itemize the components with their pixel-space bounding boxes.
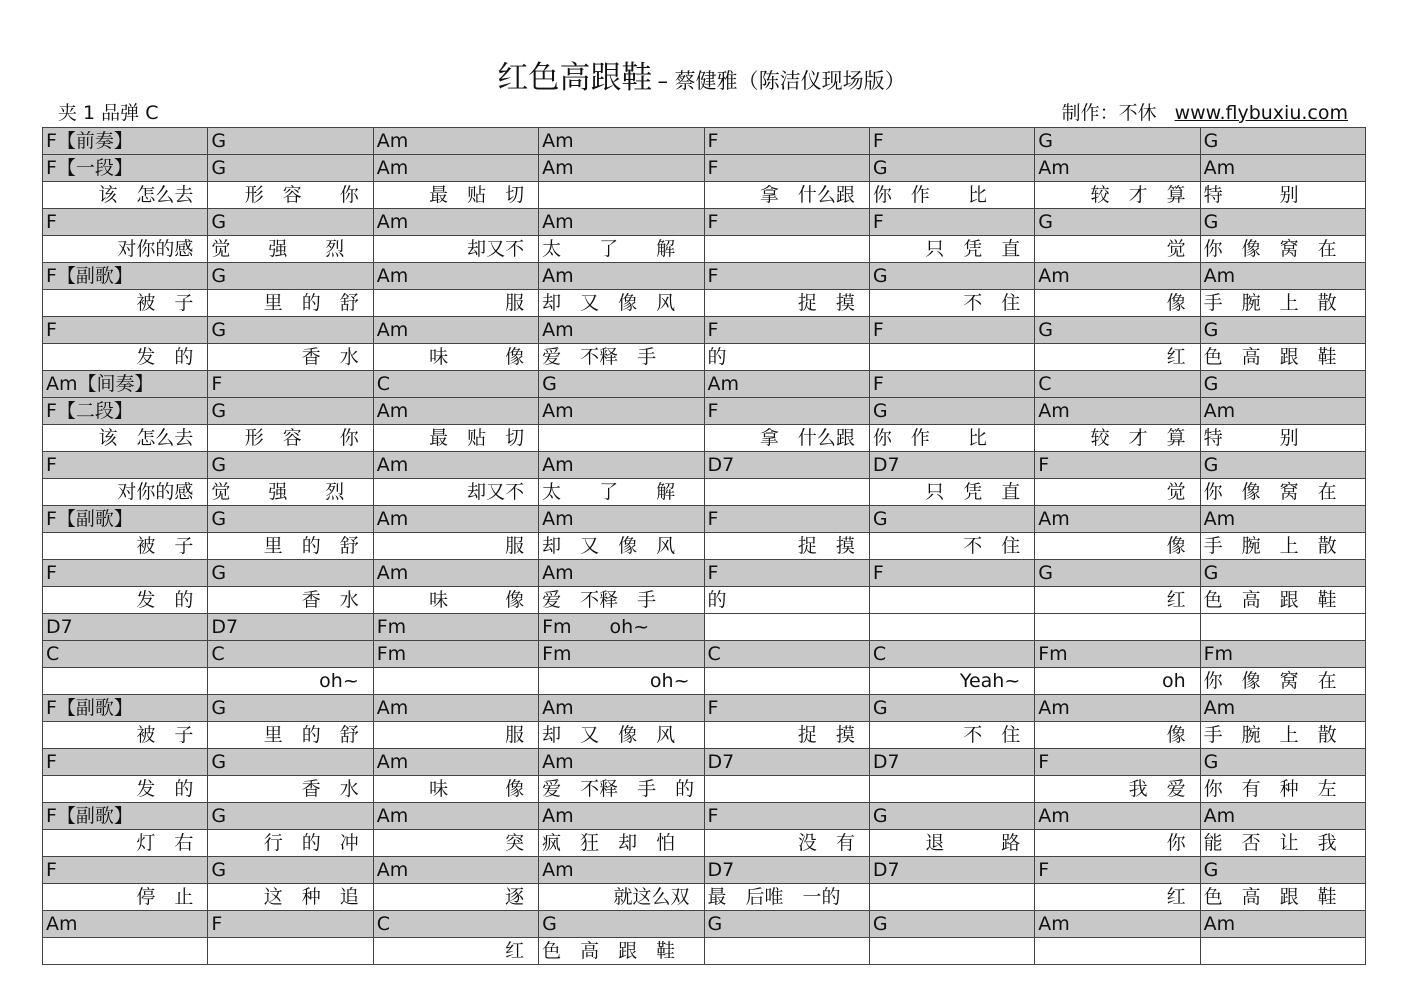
lyric-cell xyxy=(1200,938,1365,965)
lyric-cell: 太 了 解 xyxy=(539,479,704,506)
lyric-cell: 红 xyxy=(1035,344,1200,371)
chord-cell: G xyxy=(208,263,373,290)
chord-cell: G xyxy=(208,128,373,155)
chord-cell: F xyxy=(869,209,1034,236)
chord-cell: Am xyxy=(1035,263,1200,290)
chord-cell: C xyxy=(373,911,538,938)
song-name: 红色高跟鞋 xyxy=(497,60,653,96)
chord-cell: F xyxy=(43,857,208,884)
chord-cell: F xyxy=(704,155,869,182)
chord-cell: F【副歌】 xyxy=(43,695,208,722)
chord-cell: G xyxy=(869,398,1034,425)
chord-row xyxy=(43,506,1366,533)
chord-cell: F【副歌】 xyxy=(43,803,208,830)
lyric-cell: 形 容 你 xyxy=(208,425,373,452)
lyric-cell: oh~ xyxy=(208,668,373,695)
lyric-cell: 却 又 像 风 xyxy=(539,533,704,560)
lyric-cell: 爱 不释 手 xyxy=(539,344,704,371)
chord-cell: F【前奏】 xyxy=(43,128,208,155)
chord-row xyxy=(43,398,1366,425)
lyric-cell: 发 的 xyxy=(43,776,208,803)
lyric-row xyxy=(43,479,1366,506)
chord-cell: F xyxy=(1035,749,1200,776)
lyric-cell: 觉 xyxy=(1035,479,1200,506)
lyric-cell: 你 像 窝 在 xyxy=(1200,479,1365,506)
chord-cell: F xyxy=(704,803,869,830)
lyric-cell: 觉 强 烈 xyxy=(208,236,373,263)
lyric-cell: 最 后唯 一的 xyxy=(704,884,869,911)
chord-cell xyxy=(1035,614,1200,641)
chord-cell: D7 xyxy=(869,452,1034,479)
chord-cell: C xyxy=(208,641,373,668)
lyric-cell: 红 xyxy=(1035,884,1200,911)
chord-row xyxy=(43,128,1366,155)
chord-cell: G xyxy=(1035,560,1200,587)
chord-cell: G xyxy=(1035,317,1200,344)
chord-cell: Am xyxy=(704,371,869,398)
lyric-cell: 却 又 像 风 xyxy=(539,722,704,749)
chord-cell: Am xyxy=(1200,803,1365,830)
lyric-cell: 觉 xyxy=(1035,236,1200,263)
lyric-cell xyxy=(704,479,869,506)
lyric-cell: 你 像 窝 在 xyxy=(1200,236,1365,263)
lyric-cell: 较 才 算 xyxy=(1035,182,1200,209)
chord-cell: F xyxy=(704,506,869,533)
chord-cell: Am xyxy=(539,155,704,182)
lyric-row xyxy=(43,722,1366,749)
chord-row xyxy=(43,452,1366,479)
chord-cell: G xyxy=(1035,128,1200,155)
lyric-cell: 较 才 算 xyxy=(1035,425,1200,452)
chord-cell: G xyxy=(869,263,1034,290)
lyric-cell: 该 怎么去 xyxy=(43,425,208,452)
chord-cell: G xyxy=(1200,317,1365,344)
lyric-cell xyxy=(43,668,208,695)
chord-cell: G xyxy=(208,560,373,587)
chord-cell: Am xyxy=(1200,155,1365,182)
chord-cell: D7 xyxy=(43,614,208,641)
lyric-row xyxy=(43,587,1366,614)
credit xyxy=(1062,98,1348,125)
chord-row xyxy=(43,155,1366,182)
chord-cell: Am xyxy=(539,209,704,236)
lyric-row xyxy=(43,668,1366,695)
lyric-cell: 的 xyxy=(704,344,869,371)
lyric-cell: 逐 xyxy=(373,884,538,911)
lyric-cell: 捉 摸 xyxy=(704,722,869,749)
chord-cell: Am xyxy=(1035,911,1200,938)
chord-cell: F xyxy=(869,560,1034,587)
chord-cell: F xyxy=(43,749,208,776)
chord-cell: F xyxy=(208,371,373,398)
chord-cell: Am xyxy=(373,155,538,182)
chord-cell: Fm xyxy=(373,641,538,668)
chord-cell: F xyxy=(1035,452,1200,479)
chord-cell: D7 xyxy=(704,749,869,776)
lyric-cell: 觉 强 烈 xyxy=(208,479,373,506)
lyric-cell xyxy=(539,182,704,209)
chord-cell: Am xyxy=(1035,803,1200,830)
chord-row xyxy=(43,803,1366,830)
chord-cell: Am xyxy=(1200,911,1365,938)
chord-cell: G xyxy=(208,209,373,236)
chord-cell: F【副歌】 xyxy=(43,263,208,290)
chord-cell: F xyxy=(43,317,208,344)
lyric-cell: Yeah~ xyxy=(869,668,1034,695)
chord-cell: G xyxy=(539,911,704,938)
chord-cell: Am xyxy=(1200,695,1365,722)
chord-cell: Am xyxy=(373,749,538,776)
lyric-cell xyxy=(869,776,1034,803)
lyric-cell: 味 像 xyxy=(373,344,538,371)
lyric-row xyxy=(43,236,1366,263)
lyric-cell xyxy=(869,344,1034,371)
chord-cell: G xyxy=(1200,128,1365,155)
capo-note: 夹 1 品弹 C xyxy=(58,102,159,124)
chord-cell: G xyxy=(869,803,1034,830)
lyric-cell: 红 xyxy=(373,938,538,965)
artist-version: – 蔡健雅（陈洁仪现场版） xyxy=(657,69,906,93)
chord-cell: F xyxy=(43,560,208,587)
lyric-cell: oh xyxy=(1035,668,1200,695)
chord-cell xyxy=(869,614,1034,641)
lyric-cell: 里 的 舒 xyxy=(208,290,373,317)
lyric-cell: oh~ xyxy=(539,668,704,695)
lyric-cell: 却 又 像 风 xyxy=(539,290,704,317)
chord-cell: G xyxy=(208,317,373,344)
chord-cell: F xyxy=(704,263,869,290)
chord-cell: Am xyxy=(373,803,538,830)
chord-cell: G xyxy=(1200,749,1365,776)
lyric-cell: 香 水 xyxy=(208,587,373,614)
lyric-cell: 色 高 跟 鞋 xyxy=(539,938,704,965)
chord-row xyxy=(43,695,1366,722)
chord-cell: G xyxy=(869,695,1034,722)
lyric-cell: 最 贴 切 xyxy=(373,425,538,452)
chord-cell: G xyxy=(208,857,373,884)
chord-cell: Am xyxy=(373,263,538,290)
lyric-cell: 只 凭 直 xyxy=(869,236,1034,263)
chord-cell: G xyxy=(869,155,1034,182)
lyric-cell: 灯 右 xyxy=(43,830,208,857)
lyric-cell: 捉 摸 xyxy=(704,533,869,560)
lyric-cell: 不 住 xyxy=(869,533,1034,560)
lyric-cell: 发 的 xyxy=(43,587,208,614)
chord-cell: F xyxy=(704,128,869,155)
lyric-cell: 形 容 你 xyxy=(208,182,373,209)
chord-cell: Am【间奏】 xyxy=(43,371,208,398)
lyric-cell: 疯 狂 却 怕 xyxy=(539,830,704,857)
chord-cell: Am xyxy=(539,749,704,776)
chord-cell: C xyxy=(704,641,869,668)
chord-cell: Am xyxy=(1035,398,1200,425)
chord-cell: F xyxy=(704,398,869,425)
lyric-cell: 服 xyxy=(373,722,538,749)
chord-cell: F xyxy=(208,911,373,938)
lyric-cell: 手 腕 上 散 xyxy=(1200,533,1365,560)
chord-cell: Am xyxy=(539,695,704,722)
chord-row xyxy=(43,560,1366,587)
chord-cell: Fm oh~ xyxy=(539,614,704,641)
lyric-cell: 你 作 比 xyxy=(869,182,1034,209)
lyric-cell xyxy=(1035,938,1200,965)
lyric-cell: 你 xyxy=(1035,830,1200,857)
lyric-cell: 不 住 xyxy=(869,290,1034,317)
chord-cell: Am xyxy=(373,209,538,236)
maker-label: 制作：不休 xyxy=(1061,102,1157,124)
chord-cell: Am xyxy=(373,695,538,722)
lyric-cell: 手 腕 上 散 xyxy=(1200,290,1365,317)
chord-cell: Am xyxy=(539,452,704,479)
lyric-cell: 红 xyxy=(1035,587,1200,614)
lyric-cell: 的 xyxy=(704,587,869,614)
chord-cell: Am xyxy=(539,263,704,290)
chord-cell: F【一段】 xyxy=(43,155,208,182)
chord-cell: C xyxy=(869,641,1034,668)
chord-cell: C xyxy=(373,371,538,398)
lyric-cell xyxy=(704,668,869,695)
chord-cell: Am xyxy=(373,398,538,425)
lyric-cell: 特 别 xyxy=(1200,182,1365,209)
chord-row xyxy=(43,317,1366,344)
chord-cell: F xyxy=(704,317,869,344)
chord-cell: Am xyxy=(539,398,704,425)
lyric-row xyxy=(43,425,1366,452)
lyric-cell: 服 xyxy=(373,290,538,317)
lyric-cell: 像 xyxy=(1035,722,1200,749)
chord-cell: F xyxy=(43,209,208,236)
lyric-cell: 这 种 追 xyxy=(208,884,373,911)
chord-cell: G xyxy=(1200,560,1365,587)
lyric-cell: 你 作 比 xyxy=(869,425,1034,452)
chord-row xyxy=(43,857,1366,884)
lyric-cell: 味 像 xyxy=(373,776,538,803)
chord-cell: Fm xyxy=(539,641,704,668)
chord-cell: Am xyxy=(539,857,704,884)
lyric-cell: 爱 不释 手 的 xyxy=(539,776,704,803)
lyric-cell: 特 别 xyxy=(1200,425,1365,452)
lyric-cell xyxy=(539,425,704,452)
lyric-cell: 被 子 xyxy=(43,533,208,560)
chord-cell: C xyxy=(43,641,208,668)
lyric-cell xyxy=(704,776,869,803)
lyric-cell: 该 怎么去 xyxy=(43,182,208,209)
lyric-cell xyxy=(704,938,869,965)
lyric-row xyxy=(43,344,1366,371)
chord-cell: G xyxy=(869,506,1034,533)
chord-cell: C xyxy=(1035,371,1200,398)
lyric-row xyxy=(43,776,1366,803)
lyric-cell: 就这么双 xyxy=(539,884,704,911)
chord-cell xyxy=(704,614,869,641)
lyric-row xyxy=(43,290,1366,317)
chord-cell: Am xyxy=(1200,263,1365,290)
lyric-cell: 色 高 跟 鞋 xyxy=(1200,884,1365,911)
chord-row xyxy=(43,749,1366,776)
chord-row xyxy=(43,263,1366,290)
lyric-cell: 行 的 冲 xyxy=(208,830,373,857)
chord-cell: Am xyxy=(1035,155,1200,182)
lyric-cell: 你 像 窝 在 xyxy=(1200,668,1365,695)
lyric-row xyxy=(43,182,1366,209)
lyric-cell: 你 有 种 左 xyxy=(1200,776,1365,803)
chord-cell: G xyxy=(1200,209,1365,236)
chord-cell: G xyxy=(869,911,1034,938)
chord-cell: G xyxy=(1035,209,1200,236)
chord-cell: G xyxy=(208,398,373,425)
chord-cell: Am xyxy=(1035,695,1200,722)
lyric-cell xyxy=(869,587,1034,614)
chord-cell: Am xyxy=(373,506,538,533)
chord-cell: F xyxy=(704,560,869,587)
lyric-cell: 像 xyxy=(1035,290,1200,317)
chord-cell: G xyxy=(1200,452,1365,479)
lyric-cell: 味 像 xyxy=(373,587,538,614)
chord-cell xyxy=(1200,614,1365,641)
lyric-cell: 只 凭 直 xyxy=(869,479,1034,506)
lyric-cell xyxy=(869,884,1034,911)
chord-row xyxy=(43,911,1366,938)
chord-cell: Am xyxy=(1035,506,1200,533)
chord-cell: F xyxy=(869,371,1034,398)
chord-cell: Am xyxy=(373,452,538,479)
chord-cell: Am xyxy=(539,506,704,533)
chord-cell: F xyxy=(43,452,208,479)
lyric-cell: 被 子 xyxy=(43,290,208,317)
chord-cell: Fm xyxy=(1200,641,1365,668)
chord-cell: F xyxy=(1035,857,1200,884)
chord-sheet-table xyxy=(42,127,1366,965)
lyric-cell: 拿 什么跟 xyxy=(704,182,869,209)
chord-cell: G xyxy=(208,155,373,182)
lyric-cell: 突 xyxy=(373,830,538,857)
chord-cell: F【副歌】 xyxy=(43,506,208,533)
lyric-cell: 手 腕 上 散 xyxy=(1200,722,1365,749)
lyric-cell: 被 子 xyxy=(43,722,208,749)
chord-cell: G xyxy=(704,911,869,938)
lyric-cell: 不 住 xyxy=(869,722,1034,749)
lyric-cell: 退 路 xyxy=(869,830,1034,857)
site-link[interactable]: www.flybuxiu.com xyxy=(1174,102,1348,124)
lyric-cell: 却又不 xyxy=(373,236,538,263)
lyric-row xyxy=(43,938,1366,965)
chord-cell: Am xyxy=(1200,506,1365,533)
lyric-cell: 香 水 xyxy=(208,776,373,803)
chord-cell: Am xyxy=(43,911,208,938)
lyric-cell: 发 的 xyxy=(43,344,208,371)
chord-cell: F xyxy=(704,695,869,722)
song-title xyxy=(0,52,1403,97)
chord-cell: G xyxy=(539,371,704,398)
lyric-cell: 里 的 舒 xyxy=(208,722,373,749)
chord-cell: F xyxy=(869,317,1034,344)
chord-cell: Am xyxy=(539,560,704,587)
chord-cell: Fm xyxy=(373,614,538,641)
lyric-cell: 最 贴 切 xyxy=(373,182,538,209)
chord-cell: D7 xyxy=(704,452,869,479)
chord-cell: G xyxy=(208,506,373,533)
chord-row xyxy=(43,371,1366,398)
chord-cell: G xyxy=(208,695,373,722)
chord-cell: D7 xyxy=(208,614,373,641)
chord-row xyxy=(43,641,1366,668)
lyric-cell: 对你的感 xyxy=(43,479,208,506)
lyric-cell: 却又不 xyxy=(373,479,538,506)
chord-cell: D7 xyxy=(704,857,869,884)
lyric-cell xyxy=(208,938,373,965)
chord-cell: Fm xyxy=(1035,641,1200,668)
chord-cell: G xyxy=(1200,371,1365,398)
chord-cell: Am xyxy=(373,857,538,884)
chord-cell: F【二段】 xyxy=(43,398,208,425)
chord-cell: G xyxy=(208,803,373,830)
lyric-cell: 太 了 解 xyxy=(539,236,704,263)
lyric-row xyxy=(43,830,1366,857)
chord-cell: G xyxy=(1200,857,1365,884)
lyric-cell: 停 止 xyxy=(43,884,208,911)
lyric-row xyxy=(43,884,1366,911)
chord-cell: D7 xyxy=(869,857,1034,884)
lyric-cell xyxy=(704,236,869,263)
chord-cell: D7 xyxy=(869,749,1034,776)
lyric-cell xyxy=(43,938,208,965)
lyric-cell: 爱 不释 手 xyxy=(539,587,704,614)
chord-row xyxy=(43,209,1366,236)
lyric-cell: 对你的感 xyxy=(43,236,208,263)
chord-cell: Am xyxy=(373,128,538,155)
lyric-cell: 色 高 跟 鞋 xyxy=(1200,587,1365,614)
lyric-cell: 我 爱 xyxy=(1035,776,1200,803)
lyric-row xyxy=(43,533,1366,560)
chord-cell: G xyxy=(208,749,373,776)
lyric-cell xyxy=(869,938,1034,965)
chord-cell: Am xyxy=(1200,398,1365,425)
chord-cell: G xyxy=(208,452,373,479)
lyric-cell: 里 的 舒 xyxy=(208,533,373,560)
lyric-cell: 像 xyxy=(1035,533,1200,560)
lyric-cell: 色 高 跟 鞋 xyxy=(1200,344,1365,371)
chord-cell: F xyxy=(704,209,869,236)
lyric-cell xyxy=(373,668,538,695)
chord-cell: Am xyxy=(373,317,538,344)
chord-row xyxy=(43,614,1366,641)
chord-cell: F xyxy=(869,128,1034,155)
chord-cell: Am xyxy=(539,803,704,830)
chord-cell: Am xyxy=(539,128,704,155)
chord-cell: Am xyxy=(373,560,538,587)
lyric-cell: 拿 什么跟 xyxy=(704,425,869,452)
chord-cell: Am xyxy=(539,317,704,344)
lyric-cell: 服 xyxy=(373,533,538,560)
lyric-cell: 捉 摸 xyxy=(704,290,869,317)
lyric-cell: 没 有 xyxy=(704,830,869,857)
lyric-cell: 能 否 让 我 xyxy=(1200,830,1365,857)
lyric-cell: 香 水 xyxy=(208,344,373,371)
